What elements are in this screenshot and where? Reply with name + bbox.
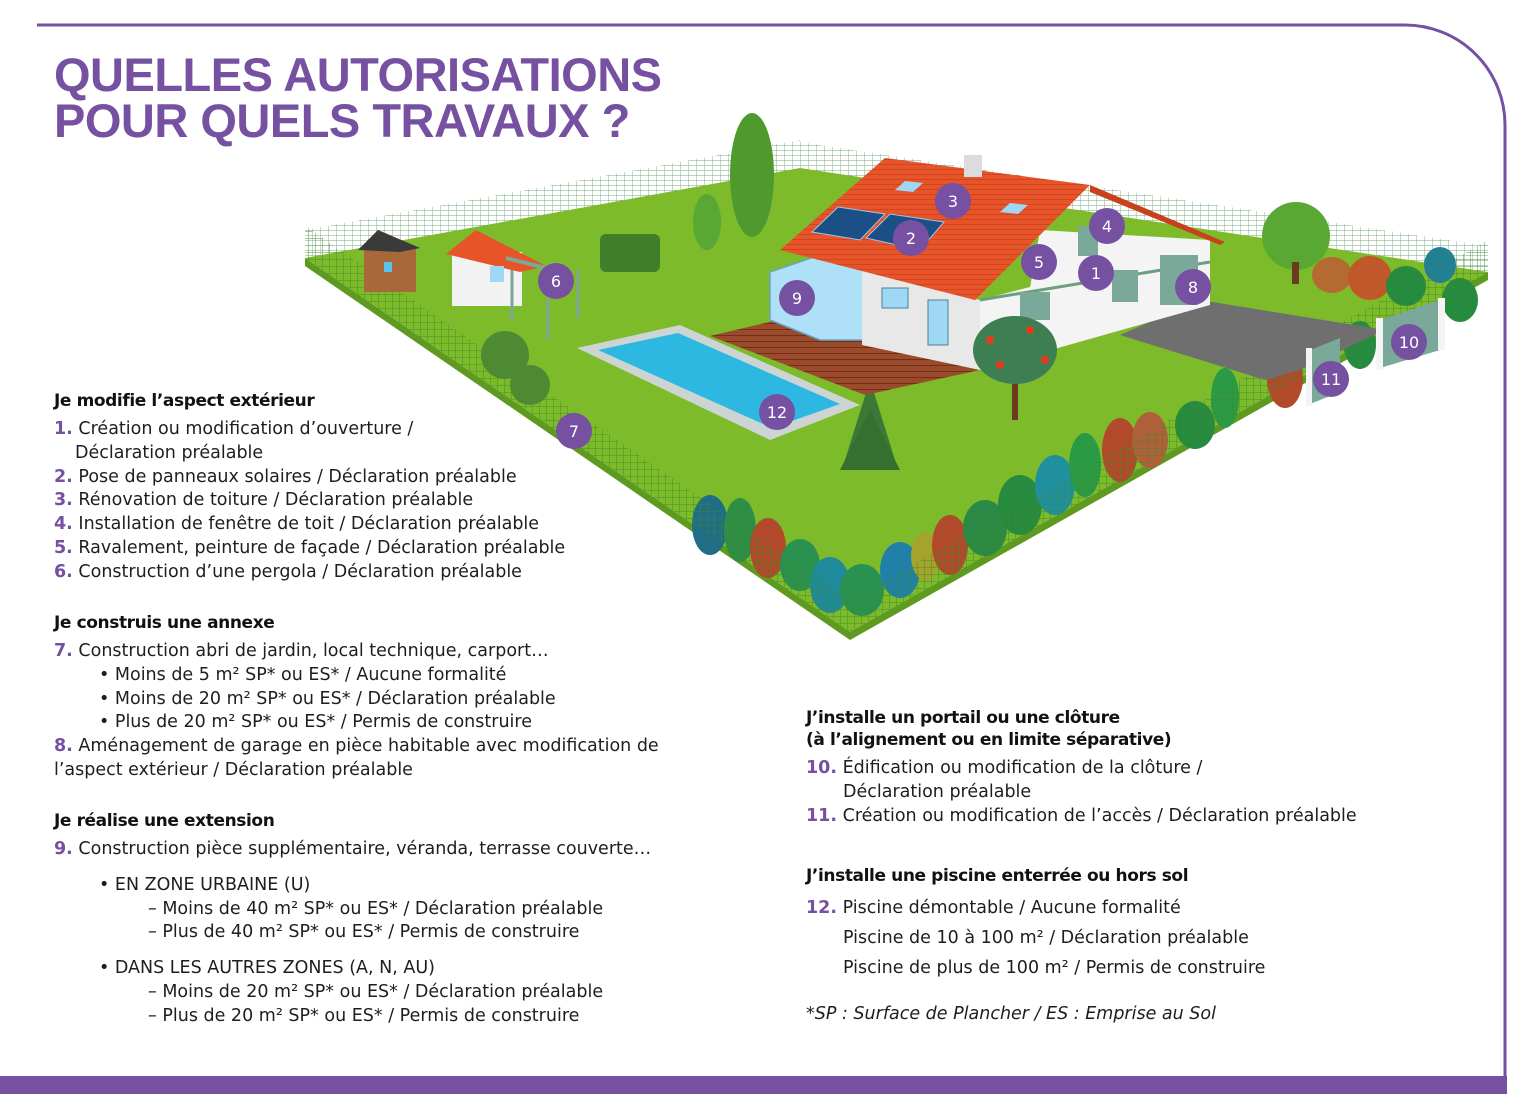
number-badge-4: 4 xyxy=(1089,208,1125,244)
section-piscine xyxy=(806,865,1265,1027)
list-item-7-sub-3: • Plus de 20 m² SP* ou ES* / Permis de construire xyxy=(99,712,532,733)
list-item-1-continuation: Déclaration préalable xyxy=(75,442,264,463)
title-line-1: QUELLES AUTORISATIONS xyxy=(54,48,662,101)
list-item-3: 3. Rénovation de toiture / Déclaration préalable xyxy=(54,490,474,511)
number-badge-3: 3 xyxy=(935,183,971,219)
list-item-9: 9. Construction pièce supplémentaire, véranda, terrasse couverte… xyxy=(54,839,652,859)
section-heading-extension: Je réalise une extension xyxy=(54,811,275,831)
list-item-8: 8. Aménagement de garage en pièce habitable avec modification de xyxy=(54,736,659,757)
number-badge-2: 2 xyxy=(893,220,929,256)
list-item-7-sub-2: • Moins de 20 m² SP* ou ES* / Déclaration préalable xyxy=(99,688,556,709)
section-cloture xyxy=(806,707,1357,828)
footnote: *SP : Surface de Plancher / ES : Emprise au Sol xyxy=(806,1004,1216,1024)
list-item-10: 10. Édification ou modification de la clôture / xyxy=(806,758,1203,778)
title-line-2: POUR QUELS TRAVAUX ? xyxy=(54,94,630,147)
zone-urbaine-label: • EN ZONE URBAINE (U) xyxy=(99,874,311,895)
autres-zones-sub-1: – Moins de 20 m² SP* ou ES* / Déclaration préalable xyxy=(148,981,604,1002)
list-item-12: 12. Piscine démontable / Aucune formalité xyxy=(806,898,1181,918)
section-heading-cloture: J’installe un portail ou une clôture (à l’alignement ou en limite séparative) xyxy=(806,708,1172,750)
number-badge-11: 11 xyxy=(1313,361,1349,397)
list-item-6: 6. Construction d’une pergola / Déclaration préalable xyxy=(54,561,522,582)
number-badge-10: 10 xyxy=(1391,324,1427,360)
number-badge-12: 12 xyxy=(759,394,795,430)
bottom-bar xyxy=(0,1076,1507,1094)
number-badge-7: 7 xyxy=(556,413,592,449)
section-heading-annexe: Je construis une annexe xyxy=(54,613,275,633)
number-badge-1: 1 xyxy=(1078,255,1114,291)
section-annexe xyxy=(54,612,659,783)
section-heading-exterior: Je modifie l’aspect extérieur xyxy=(54,391,315,411)
zone-urbaine-sub-2: – Plus de 40 m² SP* ou ES* / Permis de construire xyxy=(148,922,580,943)
list-item-1: 1. Création ou modification d’ouverture / xyxy=(54,419,414,439)
list-item-7: 7. Construction abri de jardin, local technique, carport… xyxy=(54,641,549,661)
list-item-10-continuation: Déclaration préalable xyxy=(843,781,1032,802)
section-exterior xyxy=(54,390,565,585)
list-item-2: 2. Pose de panneaux solaires / Déclaration préalable xyxy=(54,466,517,487)
number-badge-8: 8 xyxy=(1175,269,1211,305)
number-badge-5: 5 xyxy=(1021,244,1057,280)
number-badge-9: 9 xyxy=(779,280,815,316)
zone-urbaine-sub-1: – Moins de 40 m² SP* ou ES* / Déclaration préalable xyxy=(148,898,604,919)
section-heading-piscine: J’installe une piscine enterrée ou hors sol xyxy=(806,866,1189,886)
autres-zones-label: • DANS LES AUTRES ZONES (A, N, AU) xyxy=(99,958,435,979)
list-item-4: 4. Installation de fenêtre de toit / Déclaration préalable xyxy=(54,514,540,535)
list-item-11: 11. Création ou modification de l’accès / Déclaration préalable xyxy=(806,805,1357,826)
list-item-7-sub-1: • Moins de 5 m² SP* ou ES* / Aucune formalité xyxy=(99,664,507,685)
number-badge-6: 6 xyxy=(538,263,574,299)
list-item-12-line-2: Piscine de 10 à 100 m² / Déclaration préalable xyxy=(843,928,1249,948)
list-item-12-line-3: Piscine de plus de 100 m² / Permis de construire xyxy=(843,958,1266,978)
section-extension xyxy=(54,810,651,1029)
list-item-5: 5. Ravalement, peinture de façade / Déclaration préalable xyxy=(54,537,566,558)
list-item-8-continuation: l’aspect extérieur / Déclaration préalable xyxy=(54,759,413,780)
autres-zones-sub-2: – Plus de 20 m² SP* ou ES* / Permis de construire xyxy=(148,1005,580,1026)
